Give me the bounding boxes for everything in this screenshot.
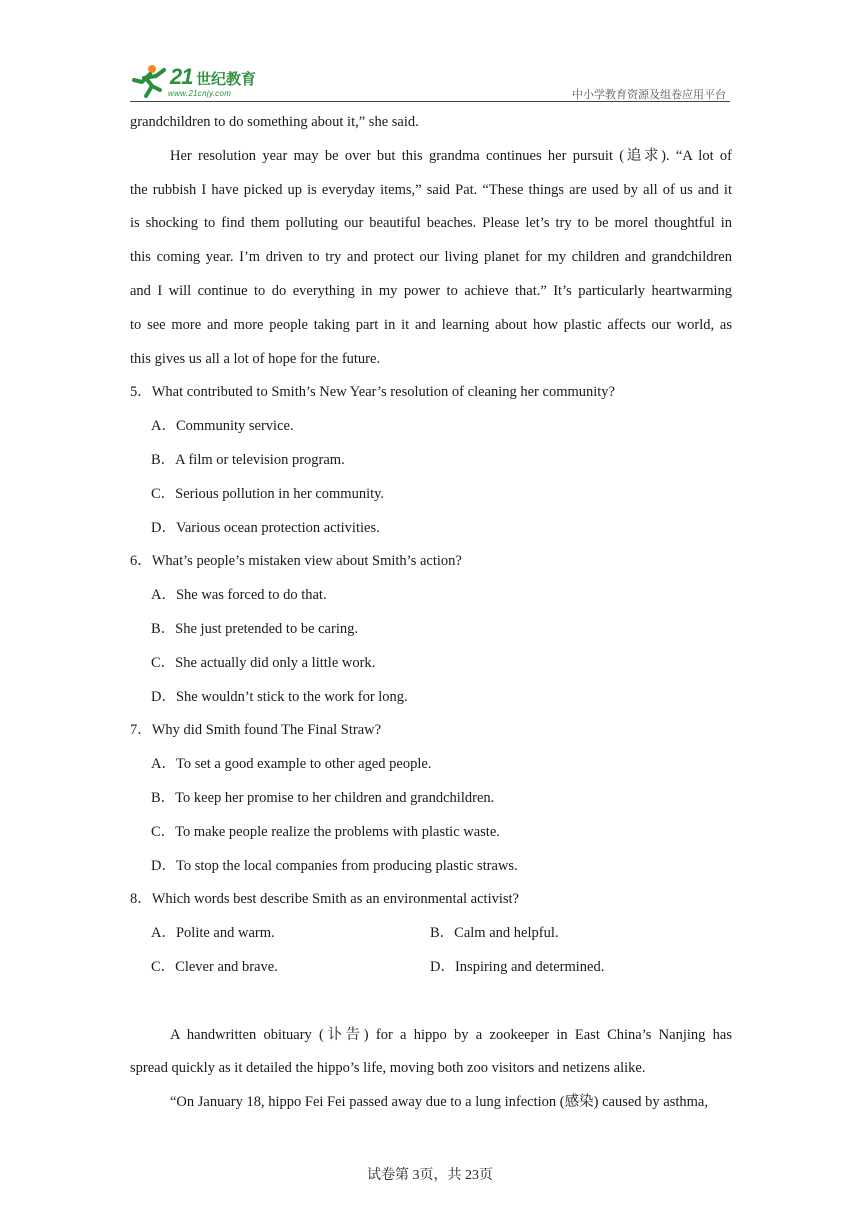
answer-option: B．She just pretended to be caring. (151, 620, 358, 637)
answer-option: D．Inspiring and determined. (430, 958, 605, 975)
logo (130, 62, 270, 100)
logo-number: 21 (170, 64, 193, 89)
platform-name: 中小学教育资源及组卷应用平台 (572, 88, 726, 101)
paragraph-line: grandchildren to do something about it,” she said. (130, 114, 419, 130)
logo-url: www.21cnjy.com (168, 89, 232, 98)
answer-option: C．To make people realize the problems with plastic waste. (151, 823, 500, 840)
paragraph-line: and I will continue to do everything in my power to achieve that.” It’s particularly heartwarming (130, 282, 732, 299)
paragraph-line: the rubbish I have picked up is everyday items,” said Pat. “These things are used by all of us and it (130, 181, 732, 198)
answer-option: D．She wouldn’t stick to the work for long. (151, 688, 408, 705)
answer-option: A．Polite and warm. (151, 925, 275, 942)
answer-option: D．To stop the local companies from producing plastic straws. (151, 857, 518, 874)
option-row (130, 951, 732, 985)
paragraph-line: this gives us all a lot of hope for the future. (130, 350, 381, 367)
logo-name: 世纪教育 (196, 70, 257, 88)
answer-option: A．To set a good example to other aged people. (151, 756, 432, 773)
page-header (130, 62, 730, 102)
section-gap (130, 985, 732, 1019)
paragraph-line: to see more and more people taking part in it and learning about how plastic affects our world, as (130, 316, 732, 333)
option-row (130, 917, 732, 951)
question-stem: 7．Why did Smith found The Final Straw? (130, 722, 382, 739)
answer-option: D．Various ocean protection activities. (151, 519, 380, 536)
paragraph-line: Her resolution year may be over but this grandma continues her pursuit (追求). “A lot of (170, 147, 732, 164)
answer-option: B．Calm and helpful. (430, 925, 559, 942)
answer-option: C．She actually did only a little work. (151, 654, 376, 671)
paragraph-line: spread quickly as it detailed the hippo’s life, moving both zoo visitors and netizens alike. (130, 1060, 646, 1077)
question-stem: 6．What’s people’s mistaken view about Smith’s action? (130, 553, 462, 570)
paragraph-line: is shocking to find them polluting our beautiful beaches. Please let’s try to be morel thoughtful in (130, 215, 732, 232)
page-content (130, 106, 732, 1120)
answer-option: A．She was forced to do that. (151, 587, 327, 604)
question-stem: 5．What contributed to Smith’s New Year’s resolution of cleaning her community? (130, 384, 615, 401)
header-divider (130, 101, 730, 102)
paragraph-line: “On January 18, hippo Fei Fei passed away due to a lung infection (感染) caused by asthma, (170, 1094, 708, 1111)
answer-option: C．Serious pollution in her community. (151, 485, 385, 502)
paragraph-line: this coming year. I’m driven to try and protect our living planet for my children and grandchildren (130, 249, 732, 266)
page-footer: 试卷第 3页，共 23页 (367, 1168, 493, 1183)
paragraph-line: A handwritten obituary (讣告) for a hippo by a zookeeper in East China’s Nanjing has (170, 1026, 732, 1043)
question-stem: 8．Which words best describe Smith as an environmental activist? (130, 891, 519, 908)
running-figure-icon (130, 64, 168, 98)
answer-option: A．Community service. (151, 418, 294, 435)
answer-option: B．To keep her promise to her children and grandchildren. (151, 789, 495, 806)
answer-option: C．Clever and brave. (151, 958, 278, 975)
answer-option: B．A film or television program. (151, 451, 345, 468)
